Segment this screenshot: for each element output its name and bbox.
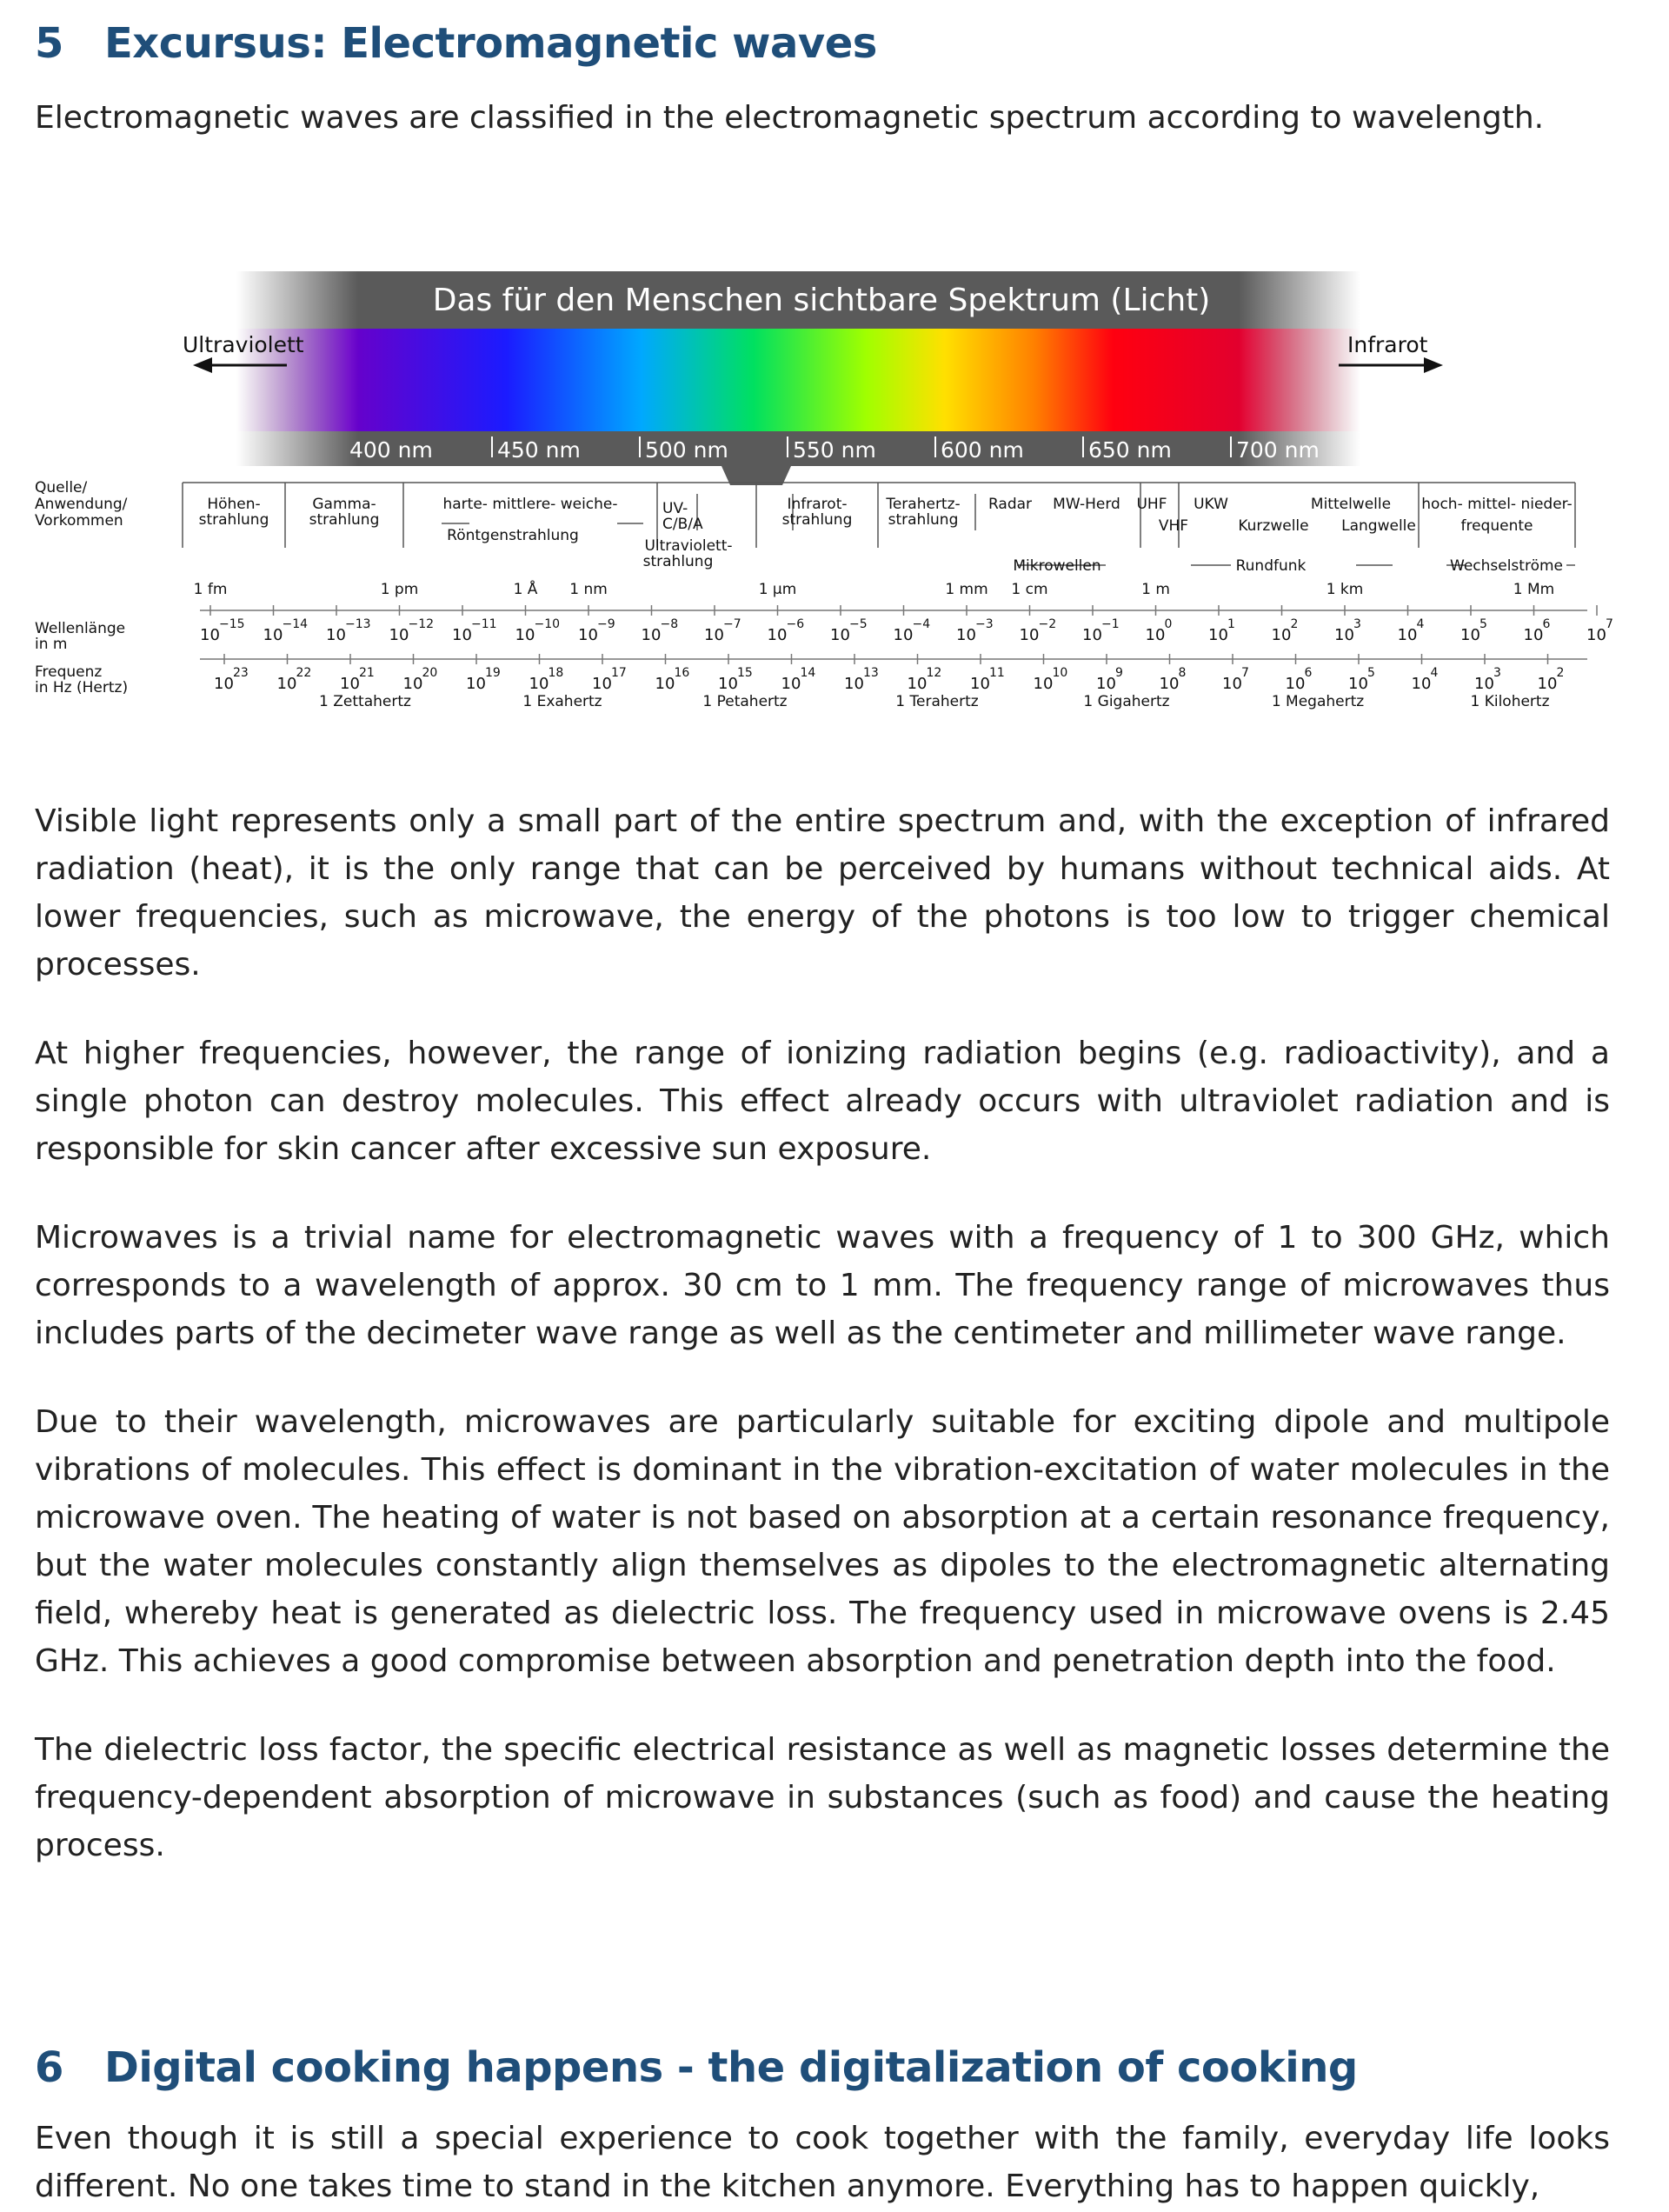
- wavelength-tick-base: 10: [830, 626, 850, 644]
- wavelength-tick-base: 10: [1523, 626, 1544, 644]
- wavelength-tick-base: 10: [956, 626, 976, 644]
- band-gamma-1: Gamma-: [312, 496, 376, 513]
- frequency-tick-base: 10: [970, 675, 990, 693]
- frequency-unit-label: 1 Megahertz: [1271, 693, 1365, 710]
- nm-label: 600 nm: [941, 437, 1024, 463]
- infrarot-label: Infrarot: [1347, 332, 1428, 357]
- wavelength-unit-label: 1 nm: [569, 581, 608, 598]
- section-number: 6: [35, 2043, 63, 2092]
- wavelength-tick-base: 10: [389, 626, 409, 644]
- frequency-tick-exponent: 23: [233, 666, 249, 680]
- wavelength-tick-base: 10: [452, 626, 472, 644]
- label-source-3: Vorkommen: [35, 512, 123, 530]
- wavelength-tick-exponent: −12: [408, 617, 435, 631]
- wavelength-unit-label: 1 m: [1141, 581, 1170, 598]
- frequency-tick-exponent: 14: [800, 666, 816, 680]
- wavelength-tick-base: 10: [263, 626, 283, 644]
- wavelength-tick-exponent: −3: [975, 617, 994, 631]
- frequency-tick-base: 10: [781, 675, 801, 693]
- wavelength-tick-base: 10: [1397, 626, 1418, 644]
- label-frequency-2: in Hz (Hertz): [35, 679, 129, 696]
- wavelength-tick-exponent: −8: [660, 617, 679, 631]
- frequency-tick-exponent: 11: [989, 666, 1005, 680]
- frequency-tick-exponent: 18: [548, 666, 564, 680]
- frequency-tick-base: 10: [1537, 675, 1558, 693]
- wavelength-tick-base: 10: [1208, 626, 1228, 644]
- frequency-tick-base: 10: [907, 675, 928, 693]
- wavelength-tick-exponent: 3: [1353, 617, 1361, 631]
- wavelength-unit-labels: [194, 579, 1555, 598]
- frequency-tick-exponent: 13: [863, 666, 879, 680]
- intro-paragraph: Electromagnetic waves are classified in the electromagnetic spectrum according to wavelength.: [35, 100, 1545, 136]
- frequency-tick-exponent: 16: [674, 666, 690, 680]
- band-uv-strahlung-1: Ultraviolett-: [644, 537, 733, 555]
- nm-label: 400 nm: [349, 437, 433, 463]
- frequency-tick-base: 10: [1411, 675, 1432, 693]
- wavelength-tick-base: 10: [1334, 626, 1354, 644]
- frequency-tick-exponent: 10: [1052, 666, 1068, 680]
- band-mw-herd: MW-Herd: [1053, 496, 1120, 513]
- paragraph-visible-light: Visible light represents only a small part of the entire spectrum and, with the exception of infrared radiation (heat), it is the only range that can be perceived by humans without technical aids. At lower frequencies, such as microwave, the energy of the photons is too low to trigger chemical processes.: [35, 803, 1610, 983]
- frequency-tick-base: 10: [529, 675, 549, 693]
- nm-label: 450 nm: [497, 437, 581, 463]
- band-langwelle: Langwelle: [1341, 517, 1416, 535]
- frequency-unit-label: 1 Kilohertz: [1470, 693, 1550, 710]
- frequency-tick-base: 10: [592, 675, 612, 693]
- body-paragraphs: [35, 797, 1610, 1910]
- wavelength-tick-base: 10: [893, 626, 914, 644]
- frequency-unit-labels: [319, 693, 1550, 710]
- label-source-1: Quelle/: [35, 479, 88, 496]
- band-roentgen: Röntgenstrahlung: [447, 527, 579, 544]
- wavelength-tick-base: 10: [1019, 626, 1040, 644]
- nm-label: 700 nm: [1236, 437, 1320, 463]
- label-source-2: Anwendung/: [35, 496, 128, 513]
- section-6-heading: [35, 2043, 1358, 2092]
- section-5-heading: [35, 19, 877, 68]
- wavelength-tick-exponent: −5: [849, 617, 868, 631]
- frequency-tick-exponent: 21: [359, 666, 375, 680]
- frequency-tick-exponent: 3: [1493, 666, 1501, 680]
- wavelength-tick-exponent: 5: [1479, 617, 1487, 631]
- band-wechselstroeme: Wechselströme: [1450, 557, 1563, 575]
- frequency-tick-base: 10: [1348, 675, 1368, 693]
- band-mikrowellen: Mikrowellen: [1013, 557, 1101, 575]
- frequency-tick-exponent: 22: [296, 666, 312, 680]
- band-frequente: frequente: [1460, 517, 1533, 535]
- wavelength-tick-exponent: −6: [786, 617, 805, 631]
- wavelength-tick-exponent: −14: [282, 617, 309, 631]
- band-terahertz-2: strahlung: [888, 511, 959, 529]
- wavelength-tick-exponent: −13: [345, 617, 371, 631]
- visible-band: [236, 329, 1360, 431]
- frequency-tick-base: 10: [1159, 675, 1180, 693]
- frequency-tick-exponent: 8: [1178, 666, 1187, 680]
- wavelength-tick-base: 10: [641, 626, 662, 644]
- frequency-tick-base: 10: [1033, 675, 1054, 693]
- frequency-tick-exponent: 20: [422, 666, 438, 680]
- band-mittelwelle: Mittelwelle: [1310, 496, 1392, 513]
- frequency-tick-base: 10: [276, 675, 297, 693]
- wavelength-unit-label: 1 pm: [380, 581, 419, 598]
- band-terahertz-1: Terahertz-: [886, 496, 961, 513]
- frequency-tick-exponent: 17: [611, 666, 627, 680]
- nm-label: 650 nm: [1088, 437, 1172, 463]
- band-wechsel-types: hoch- mittel- nieder-: [1421, 496, 1573, 513]
- band-hoehenstrahlung-1: Höhen-: [207, 496, 261, 513]
- frequency-tick-exponent: 7: [1241, 666, 1249, 680]
- section-title: Digital cooking happens - the digitalization of cooking: [104, 2043, 1358, 2092]
- frequency-unit-label: 1 Zettahertz: [319, 693, 411, 710]
- frequency-unit-label: 1 Exahertz: [522, 693, 602, 710]
- frequency-tick-exponent: 4: [1430, 666, 1439, 680]
- wavelength-tick-exponent: 2: [1290, 617, 1299, 631]
- wavelength-tick-exponent: −4: [912, 617, 931, 631]
- wavelength-unit-label: 1 fm: [193, 581, 228, 598]
- wavelength-unit-label: 1 mm: [945, 581, 988, 598]
- electromagnetic-spectrum-figure: [35, 261, 1613, 722]
- banner-title: Das für den Menschen sichtbare Spektrum (Licht): [432, 283, 1211, 318]
- frequency-tick-exponent: 6: [1304, 666, 1313, 680]
- wavelength-tick-exponent: −9: [597, 617, 615, 631]
- wavelength-tick-exponent: −2: [1038, 617, 1057, 631]
- wavelength-tick-base: 10: [704, 626, 724, 644]
- frequency-tick-base: 10: [1285, 675, 1306, 693]
- label-frequency-1: Frequenz: [35, 663, 103, 681]
- section-title: Excursus: Electromagnetic waves: [104, 19, 877, 68]
- wavelength-unit-label: 1 Å: [513, 581, 538, 598]
- ultraviolett-label: Ultraviolett: [183, 332, 304, 357]
- frequency-tick-exponent: 9: [1115, 666, 1123, 680]
- wavelength-tick-base: 10: [200, 626, 220, 644]
- frequency-tick-base: 10: [340, 675, 360, 693]
- frequency-tick-base: 10: [466, 675, 486, 693]
- row-labels: [35, 479, 128, 696]
- band-rundfunk: Rundfunk: [1235, 557, 1307, 575]
- frequency-tick-base: 10: [402, 675, 423, 693]
- band-roentgen-types: harte- mittlere- weiche-: [442, 496, 618, 513]
- frequency-tick-base: 10: [718, 675, 738, 693]
- wavelength-tick-base: 10: [1586, 626, 1606, 644]
- wavelength-tick-exponent: 0: [1164, 617, 1173, 631]
- wavelength-tick-exponent: 1: [1227, 617, 1235, 631]
- band-vhf: VHF: [1158, 517, 1189, 535]
- frequency-tick-base: 10: [1096, 675, 1116, 693]
- wavelength-tick-exponent: 4: [1416, 617, 1425, 631]
- paragraph-microwaves-definition: Microwaves is a trivial name for electromagnetic waves with a frequency of 1 to 300 GHz, which corresponds to a wavelength of approx. 30 cm to 1 mm. The frequency range of microwaves thus includes parts of the decimeter wave range as well as the centimeter and millimeter wave range.: [35, 1220, 1610, 1351]
- frequency-tick-exponent: 19: [485, 666, 501, 680]
- paragraph-dielectric-loss: The dielectric loss factor, the specific electrical resistance as well as magnetic losses determine the frequency-dependent absorption of microwave in substances (such as food) and cause the heating process.: [35, 1732, 1610, 1863]
- wavelength-tick-exponent: 6: [1542, 617, 1551, 631]
- wavelength-tick-exponent: −10: [534, 617, 561, 631]
- section-number: 5: [35, 19, 63, 68]
- wavelength-tick-base: 10: [515, 626, 535, 644]
- band-infrarot-1: Infrarot-: [787, 496, 848, 513]
- wavelength-tick-base: 10: [767, 626, 788, 644]
- frequency-tick-exponent: 5: [1367, 666, 1375, 680]
- wavelength-tick-base: 10: [1082, 626, 1102, 644]
- wavelength-unit-label: 1 Mm: [1513, 581, 1555, 598]
- band-gamma-2: strahlung: [309, 511, 380, 529]
- wavelength-tick-exponent: 7: [1606, 617, 1613, 631]
- band-ukw: UKW: [1194, 496, 1228, 513]
- wavelength-unit-label: 1 km: [1326, 581, 1364, 598]
- frequency-tick-base: 10: [655, 675, 675, 693]
- frequency-unit-label: 1 Gigahertz: [1083, 693, 1170, 710]
- wavelength-tick-exponent: −1: [1101, 617, 1120, 631]
- band-uv-2: C/B/A: [662, 516, 703, 533]
- paragraph-ionizing: At higher frequencies, however, the range of ionizing radiation begins (e.g. radioactivity), and a single photon can destroy molecules. This effect already occurs with ultraviolet radiation and is responsible for skin cancer after excessive sun exposure.: [35, 1036, 1610, 1167]
- band-hoehenstrahlung-2: strahlung: [198, 511, 269, 529]
- wavelength-tick-exponent: −11: [471, 617, 497, 631]
- label-wavelength-1: Wellenlänge: [35, 620, 126, 637]
- wavelength-tick-base: 10: [326, 626, 346, 644]
- frequency-tick-exponent: 2: [1556, 666, 1565, 680]
- wavelength-tick-base: 10: [1145, 626, 1166, 644]
- band-radar: Radar: [987, 496, 1033, 513]
- frequency-unit-label: 1 Petahertz: [702, 693, 788, 710]
- frequency-tick-exponent: 12: [926, 666, 942, 680]
- wavelength-tick-base: 10: [578, 626, 598, 644]
- frequency-tick-base: 10: [1474, 675, 1494, 693]
- frequency-unit-label: 1 Terahertz: [895, 693, 979, 710]
- wavelength-unit-label: 1 µm: [758, 581, 797, 598]
- wavelength-tick-exponent: −7: [723, 617, 741, 631]
- band-infrarot-2: strahlung: [781, 511, 853, 529]
- frequency-tick-base: 10: [214, 675, 234, 693]
- band-uhf: UHF: [1136, 496, 1167, 513]
- nm-label: 550 nm: [793, 437, 876, 463]
- band-kurzwelle: Kurzwelle: [1238, 517, 1309, 535]
- band-labels: [199, 496, 1573, 575]
- paragraph-microwave-oven: Due to their wavelength, microwaves are particularly suitable for exciting dipole and multipole vibrations of molecules. This effect is dominant in the vibration-excitation of water molecules in the microwave oven. The heating of water is not based on absorption at a certain resonance frequency, but the water molecules constantly align themselves as dipoles to the electromagnetic alternating field, whereby heat is generated as dielectric loss. The frequency used in microwave ovens is 2.45 GHz. This achieves a good compromise between absorption and penetration depth into the food.: [35, 1404, 1610, 1679]
- frequency-tick-exponent: 15: [737, 666, 753, 680]
- wavelength-tick-base: 10: [1271, 626, 1292, 644]
- frequency-tick-base: 10: [844, 675, 864, 693]
- band-uv-strahlung-2: strahlung: [642, 553, 714, 570]
- frequency-tick-base: 10: [1222, 675, 1242, 693]
- wavelength-tick-exponent: −15: [219, 617, 245, 631]
- wavelength-unit-label: 1 cm: [1011, 581, 1048, 598]
- label-wavelength-2: in m: [35, 636, 68, 653]
- nm-label: 500 nm: [645, 437, 728, 463]
- wavelength-tick-base: 10: [1460, 626, 1480, 644]
- section-6-paragraph: Even though it is still a special experience to cook together with the family, everyday life looks different. No one takes time to stand in the kitchen anymore. Everything has to happen quickly,: [35, 2121, 1610, 2204]
- band-uv-1: UV-: [662, 500, 688, 517]
